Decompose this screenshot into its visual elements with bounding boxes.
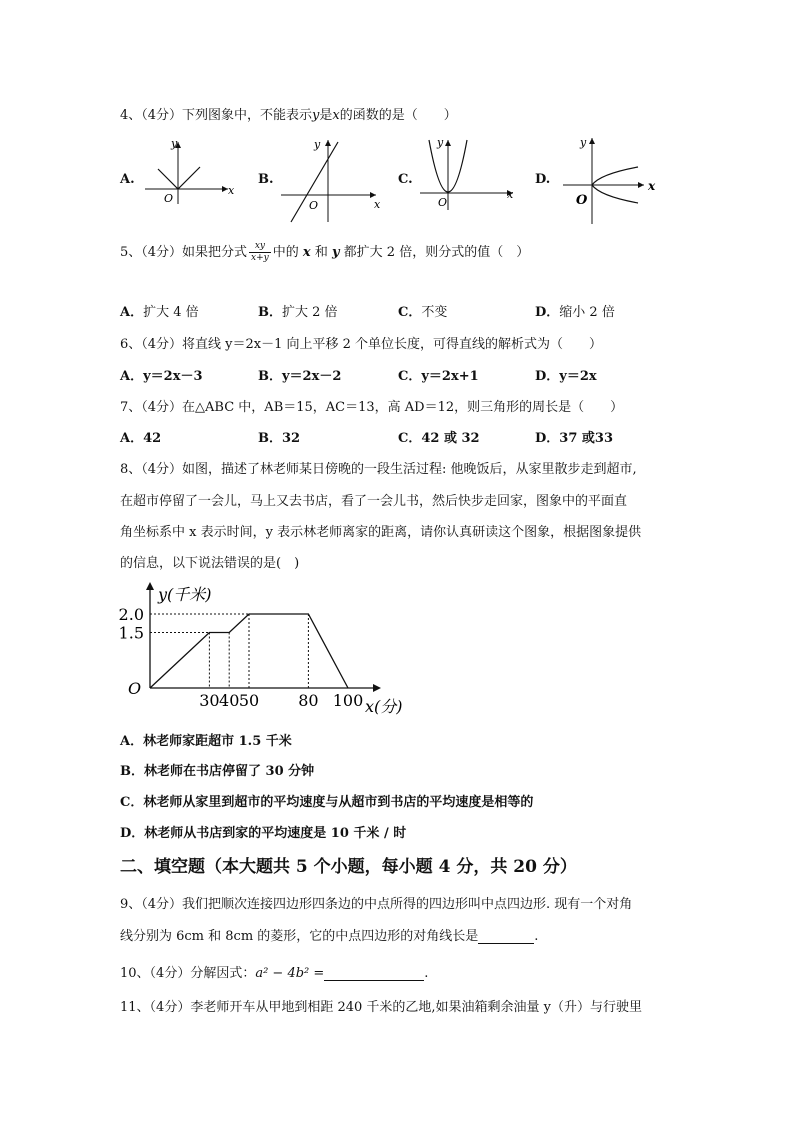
q5-var-x: x	[302, 245, 311, 260]
q4-a-y-label: y	[171, 137, 178, 150]
q4-c-x-label: x	[507, 188, 514, 201]
q6-a-text: y＝2x－3	[143, 369, 203, 384]
q7-stem: 7、（4分）在△ABC 中，AB＝15，AC＝13，高 AD＝12，则三角形的周长是（ ）	[120, 400, 624, 415]
q10-stem	[120, 962, 428, 981]
q5-frac-num: xy	[249, 241, 271, 253]
chart-x-tick-3: 80	[298, 691, 319, 710]
q7-option-c	[398, 427, 480, 446]
q8-option-c	[120, 791, 533, 810]
q4-mid: 是	[319, 108, 333, 123]
q7-a-label: A．	[120, 431, 144, 446]
q6-option-a	[120, 365, 203, 384]
q4-d-origin: O	[576, 193, 588, 208]
q10-answer-blank[interactable]	[324, 966, 424, 981]
chart-x-tick-1: 40	[219, 691, 240, 710]
q4-var-x: x	[332, 108, 340, 123]
q6-d-text: y＝2x	[559, 369, 597, 384]
q4-d-x-label: x	[648, 179, 656, 193]
q5-a-text: 扩大 4 倍	[143, 305, 199, 320]
q4-b-y-label: y	[314, 138, 321, 151]
q5-a-label: A．	[120, 305, 144, 320]
q8-line-4: 的信息，以下说法错误的是( )	[120, 556, 300, 571]
q7-a-text: 42	[143, 431, 162, 446]
q7-d-label: D．	[535, 431, 560, 446]
q5-option-c	[398, 301, 447, 320]
q7-option-d	[535, 427, 613, 446]
q10-end: .	[424, 966, 429, 981]
q8-option-d	[120, 822, 406, 841]
q4-graph-a	[140, 136, 240, 206]
q6-option-b	[258, 365, 341, 384]
q8-b-label: B．	[120, 764, 144, 779]
q7-b-text: 32	[282, 431, 301, 446]
q6-stem: 6、（4分）将直线 y＝2x－1 向上平移 2 个单位长度，可得直线的解析式为（ ）	[120, 337, 603, 352]
q5-prefix: 5、（4分）如果把分式	[120, 245, 248, 260]
chart-x-tick-4: 100	[332, 691, 364, 710]
q7-c-label: C．	[398, 431, 422, 446]
q4-d-y-label: y	[580, 136, 587, 149]
q5-fraction	[249, 241, 271, 264]
q8-c-label: C．	[120, 795, 144, 810]
chart-y-label: y(千米)	[158, 585, 212, 604]
chart-x-label: x(分)	[365, 697, 403, 716]
q6-b-text: y＝2x－2	[282, 369, 342, 384]
q5-var-y: y	[331, 245, 340, 260]
q4-prefix: 4、（4分）下列图象中，不能表示	[120, 108, 313, 123]
q4-stem	[120, 104, 457, 123]
q8-c-text: 林老师从家里到超市的平均速度与从超市到书店的平均速度是相等的	[143, 795, 534, 810]
q4-option-a-label: A.	[120, 172, 135, 187]
q5-suffix: 都扩大 2 倍，则分式的值（ ）	[343, 245, 530, 260]
q8-a-label: A．	[120, 734, 144, 749]
q9-line-2-text: 线分别为 6cm 和 8cm 的菱形，它的中点四边形的对角线长是	[120, 929, 479, 944]
q4-b-x-label: x	[374, 198, 381, 211]
q8-distance-time-chart	[110, 578, 430, 718]
q7-d-text: 37 或33	[559, 431, 613, 446]
q11-stem: 11、（4分）李老师开车从甲地到相距 240 千米的乙地,如果油箱剩余油量 y（升）与行驶里	[120, 1000, 643, 1015]
q4-graph-c	[415, 134, 525, 214]
q8-b-text: 林老师在书店停留了 30 分钟	[144, 764, 315, 779]
q6-c-text: y＝2x+1	[421, 369, 479, 384]
q8-option-a	[120, 730, 292, 749]
q4-suffix: 的函数的是（ ）	[339, 108, 457, 123]
q8-line-2: 在超市停留了一会儿，马上又去书店，看了一会儿书，然后快步走回家，图象中的平面直	[120, 494, 628, 509]
q4-option-d-label: D.	[535, 172, 551, 187]
q6-d-label: D．	[535, 369, 560, 384]
q5-b-label: B．	[258, 305, 282, 320]
q7-option-a	[120, 427, 161, 446]
q7-option-b	[258, 427, 300, 446]
q6-a-label: A．	[120, 369, 144, 384]
section-2-title: 二、填空题（本大题共 5 个小题，每小题 4 分，共 20 分）	[120, 857, 577, 877]
q4-option-b-label: B.	[258, 172, 274, 187]
q9-line-1: 9、（4分）我们把顺次连接四边形四条边的中点所得的四边形叫中点四边形. 现有一个对角	[120, 897, 633, 912]
q4-graph-b	[278, 134, 388, 226]
q6-b-label: B．	[258, 369, 282, 384]
q4-a-origin: O	[164, 192, 174, 205]
q5-option-d	[535, 301, 615, 320]
q4-a-x-label: x	[228, 184, 235, 197]
q8-a-text: 林老师家距超市 1.5 千米	[143, 734, 292, 749]
q5-frac-den: x+y	[251, 253, 269, 263]
q5-b-text: 扩大 2 倍	[282, 305, 338, 320]
q4-var-y: y	[312, 108, 320, 123]
q9-end: .	[534, 929, 539, 944]
q5-stem	[120, 239, 529, 267]
q7-b-label: B．	[258, 431, 282, 446]
q5-c-label: C．	[398, 305, 422, 320]
q5-middle: 中的	[272, 245, 299, 260]
chart-y-tick-0: 1.5	[118, 623, 144, 643]
q4-c-y-label: y	[437, 136, 444, 149]
q7-c-text: 42 或 32	[421, 431, 480, 446]
q6-option-d	[535, 365, 597, 384]
chart-origin-label: O	[128, 679, 142, 698]
q10-prefix: 10、（4分）分解因式：	[120, 966, 256, 981]
q4-c-origin: O	[438, 196, 448, 209]
q4-b-origin: O	[309, 199, 319, 212]
chart-x-tick-0: 30	[199, 691, 220, 710]
q4-option-c-label: C.	[398, 172, 413, 187]
q5-c-text: 不变	[421, 305, 448, 320]
q8-line-1: 8、（4分）如图，描述了林老师某日傍晚的一段生活过程: 他晚饭后，从家里散步走到超市,	[120, 462, 637, 477]
q8-line-3: 角坐标系中 x 表示时间，y 表示林老师离家的距离，请你认真研读这个图象，根据图象提供	[120, 525, 642, 540]
q8-d-text: 林老师从书店到家的平均速度是 10 千米 / 时	[144, 826, 407, 841]
q5-d-text: 缩小 2 倍	[559, 305, 615, 320]
chart-x-arrow	[373, 684, 381, 692]
q5-option-a	[120, 301, 199, 320]
q5-and: 和	[314, 245, 328, 260]
chart-x-tick-2: 50	[238, 691, 260, 710]
q9-answer-blank[interactable]	[478, 929, 534, 944]
q6-option-c	[398, 365, 479, 384]
q8-d-label: D．	[120, 826, 145, 841]
q5-option-b	[258, 301, 338, 320]
chart-y-arrow	[146, 582, 154, 590]
q8-option-b	[120, 760, 314, 779]
q10-expression: a² − 4b² =	[255, 966, 325, 981]
q9-line-2	[120, 925, 538, 944]
chart-y-tick-1: 2.0	[118, 605, 144, 624]
q6-c-label: C．	[398, 369, 422, 384]
q4-graph-d	[560, 132, 670, 227]
q5-d-label: D．	[535, 305, 560, 320]
